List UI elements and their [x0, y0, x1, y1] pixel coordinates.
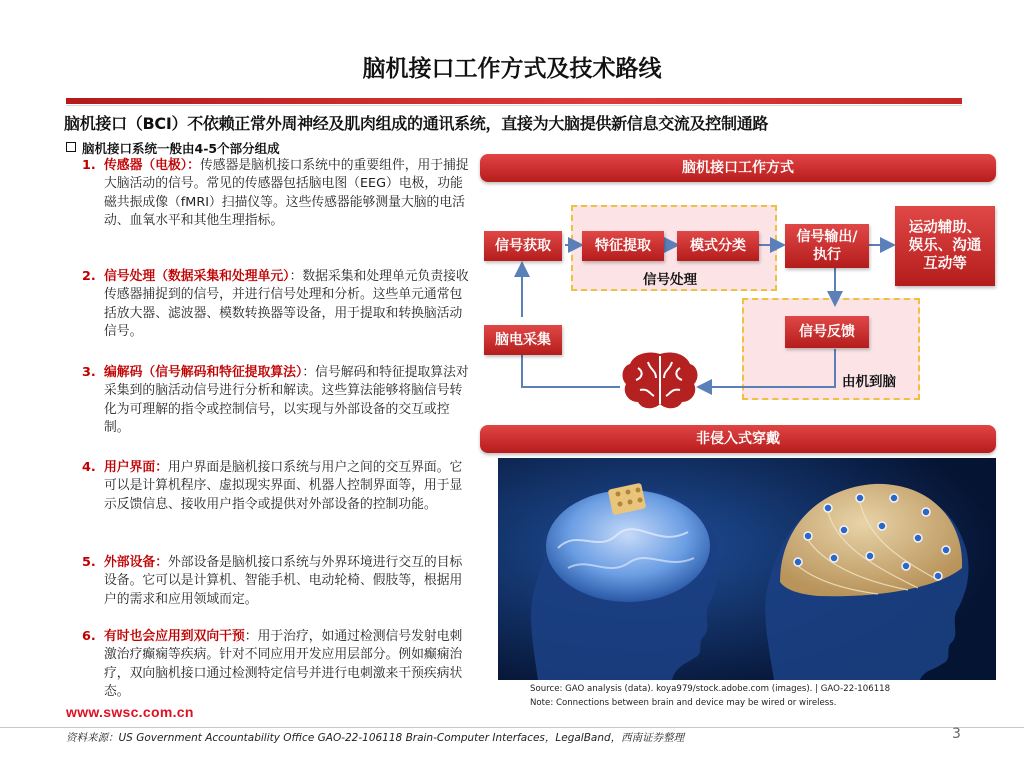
node-feature-extraction: 特征提取	[582, 231, 664, 261]
arrow-feedback-to-brain	[700, 349, 835, 387]
node-signal-output: 信号输出/执行	[785, 224, 869, 268]
item-number: 4.	[82, 460, 96, 475]
list-item-sensor	[82, 157, 474, 231]
item-body: 用户界面是脑机接口系统与用户之间的交互界面。它可以是计算机程序、虚拟现实界面、机器人控制界面等，用于显示反馈信息、接收用户指令或提供对外部设备的控制功能。	[104, 460, 463, 512]
item-body: 外部设备是脑机接口系统与外界环境进行交互的目标设备。它可以是计算机、智能手机、电动轮椅、假肢等，根据用户的需求和应用领域而定。	[104, 555, 463, 607]
node-pattern-classification: 模式分类	[677, 231, 759, 261]
noninvasive-header: 非侵入式穿戴	[480, 425, 996, 453]
item-number: 3.	[82, 365, 96, 380]
node-eeg-collection: 脑电采集	[484, 325, 562, 355]
list-item-codec	[82, 364, 474, 438]
item-heading: 外部设备：	[104, 555, 168, 570]
photo-caption	[530, 682, 1000, 710]
item-heading: 编解码（信号解码和特征提取算法）	[104, 365, 303, 380]
item-body: ：数据采集和处理单元负责接收传感器捕捉到的信号，并进行信号处理和分析。这些单元通常包括放大器、滤波器、模数转换器等设备，用于提取和转换脑活动信号。	[104, 269, 469, 340]
footer-divider	[0, 727, 1024, 728]
item-number: 5.	[82, 555, 96, 570]
brain-headset-photo	[498, 458, 996, 680]
list-item-user-interface	[82, 459, 474, 514]
components-header-text: 脑机接口系统一般由4-5个部分组成	[82, 141, 280, 156]
item-body: ：信号解码和特征提取算法对采集到的脑活动信号进行分析和解读。这些算法能够将脑信号转化为可理解的指令或控制信号，以实现与外部设备的交互或控制。	[104, 365, 469, 436]
footer-source: 资料来源：US Government Accountability Office GAO-22-106118 Brain-Computer Interfaces，LegalBand，西南证券整理	[66, 732, 685, 744]
diagram-header: 脑机接口工作方式	[480, 154, 996, 182]
item-body: ：用于治疗，如通过检测信号发射电刺激治疗癫痫等疾病。针对不同应用开发应用层部分。例如癫痫治疗，双向脑机接口通过检测特定信号并进行电刺激来干预疾病状态。	[104, 629, 463, 700]
brain-icon	[620, 348, 700, 412]
item-number: 1.	[82, 158, 96, 173]
node-applications: 运动辅助、娱乐、沟通互动等	[895, 206, 995, 286]
node-signal-acquisition: 信号获取	[484, 231, 562, 261]
item-number: 6.	[82, 629, 96, 644]
caption-note: Note: Connections between brain and device may be wired or wireless.	[530, 698, 837, 708]
list-item-external-device	[82, 554, 474, 609]
title-underline-shadow	[66, 105, 962, 106]
item-heading: 有时也会应用到双向干预	[104, 629, 245, 644]
page-number: 3	[952, 726, 961, 742]
item-body: 传感器是脑机接口系统中的重要组件，用于捕捉大脑活动的信号。常见的传感器包括脑电图（EEG）电极，功能磁共振成像（fMRI）扫描仪等。这些传感器能够测量大脑的电活动、血氧水平和其他生理指标。	[104, 158, 469, 229]
slide-title: 脑机接口工作方式及技术路线	[362, 56, 662, 82]
label-machine-to-brain: 由机到脑	[842, 374, 896, 390]
checkbox-bullet-icon	[66, 142, 76, 152]
item-heading: 用户界面：	[104, 460, 168, 475]
item-number: 2.	[82, 269, 96, 284]
caption-source: Source: GAO analysis (data). koya979/stock.adobe.com (images). | GAO-22-106118	[530, 684, 891, 694]
website-url[interactable]: www.swsc.com.cn	[66, 704, 194, 720]
label-signal-processing: 信号处理	[643, 272, 697, 288]
slide-subtitle: 脑机接口（BCI）不依赖正常外周神经及肌肉组成的通讯系统，直接为大脑提供新信息交流及控制通路	[64, 114, 769, 133]
list-item-bidirectional	[82, 628, 474, 702]
item-heading: 信号处理（数据采集和处理单元）	[104, 269, 290, 284]
item-heading: 传感器（电极）：	[104, 158, 200, 173]
list-item-signal-processing	[82, 268, 474, 342]
node-signal-feedback: 信号反馈	[785, 316, 869, 348]
title-underline	[66, 98, 962, 104]
components-header	[66, 139, 280, 157]
